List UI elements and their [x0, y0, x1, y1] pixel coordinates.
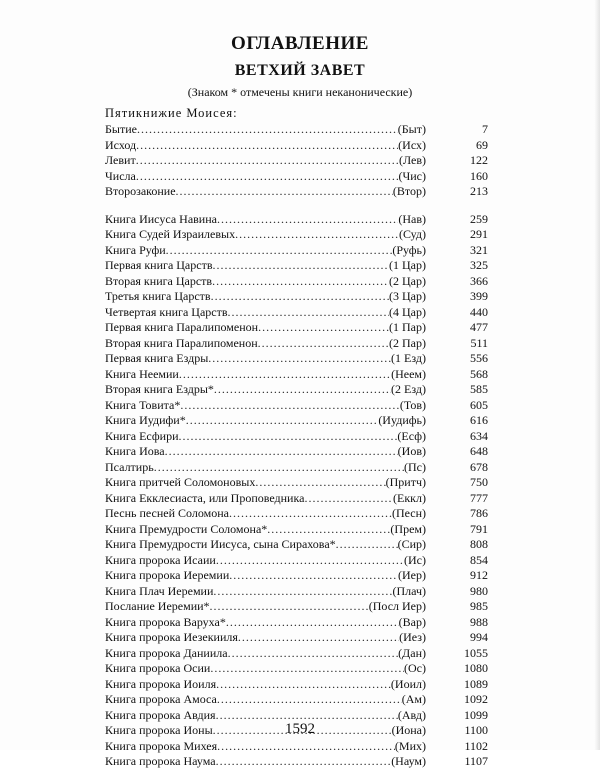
toc-entry [105, 274, 488, 290]
entry-abbreviation: (2 Цар) [389, 273, 426, 288]
entry-abbreviation: (Иов) [397, 444, 426, 458]
dot-leader [165, 444, 398, 459]
toc-entry [105, 413, 488, 429]
entry-abbreviation: (3 Цар) [389, 289, 426, 303]
entry-abbreviation: (Неем) [391, 366, 426, 381]
toc-entry [105, 522, 488, 538]
entry-abbreviation: (Быт) [397, 122, 426, 136]
dot-leader [136, 138, 398, 153]
entry-page-number: 1080 [464, 661, 488, 675]
entry-page-number: 160 [470, 168, 488, 183]
toc-entry [105, 646, 488, 662]
entry-page-number: 122 [470, 153, 488, 167]
dot-leader [229, 506, 392, 521]
entry-title: Книга Есфири [105, 428, 179, 443]
dot-leader [136, 153, 399, 168]
toc-entry [105, 692, 488, 708]
entry-abbreviation: (Тов) [399, 397, 426, 412]
entry-title: Книга Екклесиаста, или Проповедника [105, 490, 305, 505]
dot-leader [238, 630, 399, 645]
entry-title: Вторая книга Паралипоменон [105, 335, 258, 350]
entry-page-number: 648 [470, 444, 488, 458]
entry-abbreviation: (Ам) [401, 692, 426, 706]
dot-leader [166, 243, 393, 258]
entry-page-number: 777 [470, 490, 488, 505]
toc-entry [105, 537, 488, 553]
section-subtitle: ВЕТХИЙ ЗАВЕТ [234, 62, 366, 79]
entry-title: Первая книга Царств [105, 258, 213, 272]
entry-page-number: 994 [470, 630, 488, 644]
entry-page-number: 325 [470, 258, 488, 272]
entry-abbreviation: (Плач) [392, 583, 426, 598]
entry-title: Псалтирь [105, 459, 154, 474]
entry-title: Песнь песней Соломона [105, 506, 230, 520]
entry-abbreviation: (Ос) [404, 661, 426, 675]
entry-title: Книга пророка Исаии [105, 552, 216, 567]
toc-entry [105, 184, 488, 200]
dot-leader [304, 491, 393, 506]
entry-abbreviation: (Иоил) [390, 676, 426, 691]
page-edge-shadow [594, 0, 600, 750]
dot-leader [216, 754, 392, 769]
dot-leader [217, 739, 395, 754]
entry-abbreviation: (4 Цар) [389, 304, 426, 319]
entry-page-number: 808 [470, 537, 488, 551]
entry-abbreviation: (Лев) [398, 153, 426, 167]
toc-entry [105, 153, 488, 169]
dot-leader [217, 692, 402, 707]
dot-leader [154, 460, 404, 475]
entry-abbreviation: (Руфь) [392, 242, 426, 257]
toc-entry [105, 491, 488, 507]
entry-title: Книга пророка Ионы [105, 723, 213, 737]
dot-leader [180, 398, 400, 413]
entry-abbreviation: (1 Пар) [389, 320, 426, 334]
entry-page-number: 1055 [464, 645, 488, 660]
toc-entry [105, 584, 488, 600]
dot-leader [137, 122, 398, 137]
entry-title: Книга Премудрости Иисуса, сына Сирахова* [105, 537, 336, 551]
entry-title: Книга пророка Авдия [105, 707, 216, 722]
entry-page-number: 678 [470, 459, 488, 474]
toc-entry [105, 630, 488, 646]
toc-entry [105, 739, 488, 755]
entry-title: Книга Плач Иеремии [105, 583, 214, 598]
entry-abbreviation: (Втор) [392, 184, 426, 198]
entry-title: Книга притчей Соломоновых [105, 475, 256, 489]
entry-title: Бытие [105, 122, 137, 136]
entry-title: Книга пророка Даниила [105, 645, 228, 660]
dot-leader [228, 646, 398, 661]
dot-leader [226, 615, 399, 630]
dot-leader [212, 274, 389, 289]
dot-leader [229, 568, 398, 583]
entry-abbreviation: (Иудифь) [378, 413, 426, 427]
toc-entry [105, 351, 488, 367]
entry-abbreviation: (Мих) [394, 738, 426, 753]
dot-leader [211, 289, 389, 304]
toc-entry [105, 138, 488, 154]
entry-page-number: 259 [470, 211, 488, 226]
footer-page-number: 1592 [285, 721, 315, 737]
entry-page-number: 791 [470, 521, 488, 536]
dot-leader [228, 305, 389, 320]
entry-page-number: 69 [476, 137, 488, 152]
entry-abbreviation: (Ис) [404, 552, 426, 567]
entry-abbreviation: (1 Езд) [391, 351, 426, 365]
entry-page-number: 477 [470, 320, 488, 334]
table-of-contents [105, 122, 488, 770]
entry-abbreviation: (2 Пар) [389, 335, 426, 350]
dot-leader [136, 169, 399, 184]
entry-title: Книга Руфи [105, 242, 166, 257]
entry-abbreviation: (Иона) [391, 723, 426, 737]
entry-abbreviation: (Притч) [385, 475, 426, 489]
entry-title: Книга Премудрости Соломона* [105, 521, 268, 536]
entry-abbreviation: (Сир) [397, 537, 426, 551]
entry-abbreviation: (Пс) [404, 459, 426, 474]
entry-page-number: 985 [470, 599, 488, 613]
toc-entry [105, 305, 488, 321]
toc-entry [105, 243, 488, 259]
entry-abbreviation: (Иер) [398, 568, 426, 582]
legend-note: (Знаком * отмечены книги неканонические) [187, 85, 413, 99]
dot-leader [267, 522, 390, 537]
toc-entry [105, 615, 488, 631]
entry-title: Второзаконие [105, 184, 176, 198]
dot-leader [176, 184, 393, 199]
entry-page-number: 1107 [464, 754, 488, 768]
entry-page-number: 912 [470, 568, 488, 582]
toc-entry [105, 336, 488, 352]
toc-entry [105, 227, 488, 243]
toc-entry [105, 553, 488, 569]
entry-page-number: 291 [470, 227, 488, 241]
entry-abbreviation: (Еккл) [393, 490, 426, 505]
dot-leader [210, 599, 369, 614]
dot-leader [208, 351, 391, 366]
entry-title: Третья книга Царств [105, 289, 211, 303]
dot-leader [213, 258, 390, 273]
entry-title: Книга Иудифи* [105, 413, 186, 427]
toc-entry [105, 122, 488, 138]
toc-entry [105, 367, 488, 383]
entry-title: Книга Судей Израилевых [105, 227, 236, 241]
entry-abbreviation: (Вар) [398, 614, 426, 629]
toc-entry [105, 677, 488, 693]
entry-title: Книга пророка Иеремии [105, 568, 230, 582]
entry-page-number: 980 [470, 583, 488, 598]
dot-leader [258, 320, 389, 335]
entry-title: Книга пророка Михея [105, 738, 218, 753]
entry-title: Числа [105, 168, 136, 183]
dot-leader [235, 227, 399, 242]
toc-entry [105, 460, 488, 476]
toc-entry [105, 661, 488, 677]
entry-page-number: 568 [470, 366, 488, 381]
entry-abbreviation: (Суд) [398, 227, 426, 241]
entry-page-number: 605 [470, 397, 488, 412]
entry-page-number: 786 [470, 506, 488, 520]
entry-page-number: 750 [470, 475, 488, 489]
entry-title: Книга пророка Иезекииля [105, 630, 238, 644]
entry-page-number: 1099 [464, 707, 488, 722]
toc-entry [105, 506, 488, 522]
toc-entry [105, 429, 488, 445]
dot-leader [255, 475, 385, 490]
entry-title: Первая книга Ездры [105, 351, 209, 365]
toc-entry [105, 258, 488, 274]
entry-abbreviation: (Прем) [390, 521, 426, 536]
entry-page-number: 1100 [464, 723, 488, 737]
entry-title: Книга пророка Осии [105, 661, 211, 675]
entry-page-number: 634 [470, 428, 488, 443]
entry-abbreviation: (2 Езд) [391, 382, 426, 396]
toc-entry [105, 444, 488, 460]
entry-title: Левит [105, 153, 136, 167]
toc-entry [105, 754, 488, 770]
entry-title: Книга пророка Варуха* [105, 614, 226, 629]
entry-page-number: 1092 [464, 692, 488, 706]
entry-abbreviation: (Чис) [398, 168, 426, 183]
dot-leader [258, 336, 389, 351]
toc-entry [105, 398, 488, 414]
toc-entry [105, 382, 488, 398]
entry-title: Вторая книга Царств [105, 273, 213, 288]
dot-leader [179, 429, 398, 444]
entry-abbreviation: (Иез) [399, 630, 426, 644]
entry-abbreviation: (Авд) [397, 707, 426, 722]
entry-title: Послание Иеремии* [105, 599, 210, 613]
entry-title: Книга пророка Наума [105, 754, 216, 768]
dot-leader [213, 584, 392, 599]
page-title: ОГЛАВЛЕНИЕ [231, 33, 369, 54]
entry-abbreviation: (Исх) [398, 137, 426, 152]
entry-abbreviation: (Нав) [398, 211, 426, 226]
entry-abbreviation: (Наум) [391, 754, 426, 768]
entry-abbreviation: (Песн) [391, 506, 426, 520]
entry-page-number: 1089 [464, 676, 488, 691]
toc-entry [105, 568, 488, 584]
entry-title: Книга Неемии [105, 366, 179, 381]
entry-page-number: 213 [470, 184, 488, 198]
entry-page-number: 585 [470, 382, 488, 396]
entry-abbreviation: (1 Цар) [389, 258, 426, 272]
dot-leader [186, 413, 379, 428]
toc-entry [105, 169, 488, 185]
toc-entry [105, 599, 488, 615]
dot-leader [210, 661, 404, 676]
toc-entry [105, 320, 488, 336]
entry-page-number: 854 [470, 552, 488, 567]
toc-entry [105, 289, 488, 305]
entry-page-number: 7 [482, 122, 488, 136]
dot-leader [214, 382, 391, 397]
entry-page-number: 616 [470, 413, 488, 427]
toc-entry [105, 212, 488, 228]
dot-leader [217, 212, 398, 227]
dot-leader [336, 537, 398, 552]
entry-title: Первая книга Паралипоменон [105, 320, 259, 334]
dot-leader [216, 553, 404, 568]
entry-title: Вторая книга Ездры* [105, 382, 214, 396]
entry-title: Книга Иова [105, 444, 165, 458]
entry-title: Исход [105, 137, 137, 152]
entry-abbreviation: (Дан) [398, 645, 426, 660]
entry-page-number: 556 [470, 351, 488, 365]
entry-title: Книга пророка Иоиля [105, 676, 217, 691]
entry-page-number: 988 [470, 614, 488, 629]
entry-title: Книга Иисуса Навина [105, 211, 217, 226]
entry-page-number: 511 [470, 335, 488, 350]
entry-page-number: 1102 [464, 738, 488, 753]
entry-abbreviation: (Есф) [397, 428, 426, 443]
entry-title: Книга Товита* [105, 397, 181, 412]
entry-title: Четвертая книга Царств [105, 304, 228, 319]
dot-leader [179, 367, 391, 382]
entry-abbreviation: (Посл Иер) [368, 599, 426, 613]
entry-page-number: 440 [470, 304, 488, 319]
entry-page-number: 321 [470, 242, 488, 257]
entry-page-number: 366 [470, 273, 488, 288]
dot-leader [216, 677, 391, 692]
entry-page-number: 399 [470, 289, 488, 303]
group-heading-pentateuch: Пятикнижие Моисея: [105, 106, 238, 120]
toc-entry [105, 475, 488, 491]
entry-title: Книга пророка Амоса [105, 692, 217, 706]
